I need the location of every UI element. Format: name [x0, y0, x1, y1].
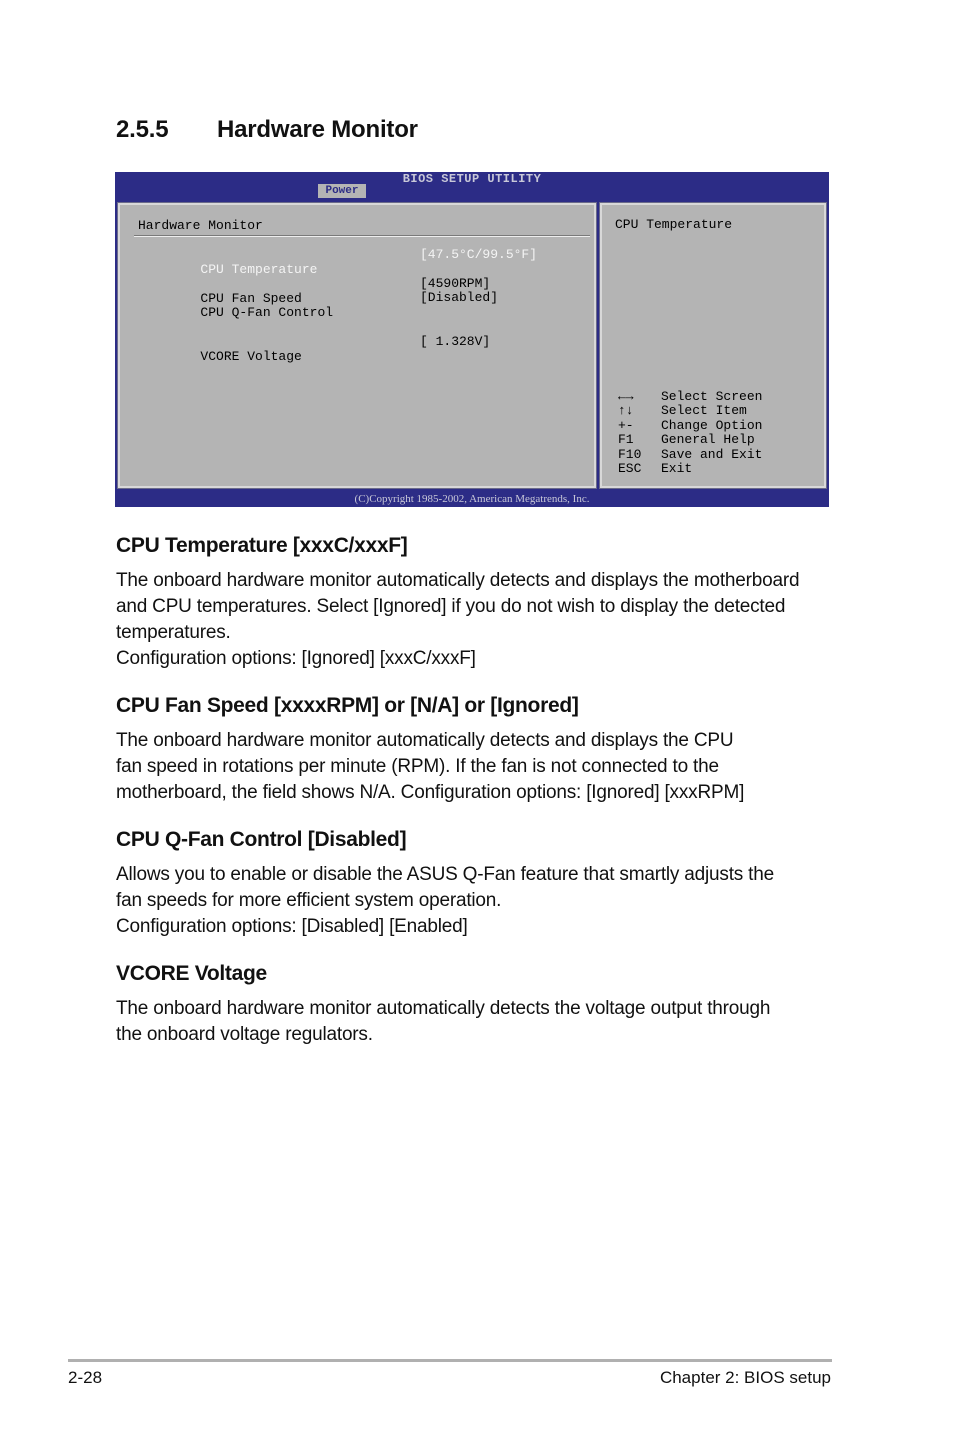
text-line: and CPU temperatures. Select [Ignored] if you do not wish to display the detected — [116, 596, 786, 617]
heading-vcore-voltage: VCORE Voltage — [116, 962, 267, 985]
key-desc: Save and Exit — [661, 446, 763, 462]
para-vcore-voltage — [116, 996, 846, 1048]
bios-item-label: VCORE Voltage — [200, 349, 302, 364]
bios-item-vcore-voltage[interactable] — [138, 334, 302, 379]
key-desc: General Help — [661, 432, 755, 448]
text-line: The onboard hardware monitor automatically detects and displays the CPU — [116, 730, 734, 751]
bios-item-cpu-q-fan-control[interactable] — [138, 290, 333, 335]
key-label: F1 — [618, 432, 634, 448]
para-cpu-fan-speed — [116, 728, 846, 806]
text-line: fan speeds for more efficient system operation. — [116, 890, 502, 911]
bios-help-panel — [600, 203, 826, 488]
arrow-left-right-icon: ←→ — [618, 389, 634, 404]
bios-item-value: [47.5°C/99.5°F] — [420, 247, 538, 262]
text-line: The onboard hardware monitor automatically detects and displays the motherboard — [116, 570, 800, 591]
para-cpu-q-fan-control — [116, 862, 846, 940]
key-label: ESC — [618, 460, 642, 476]
bios-help-title: CPU Temperature — [615, 217, 733, 232]
bios-title: BIOS SETUP UTILITY — [402, 172, 542, 186]
bios-screenshot — [115, 172, 829, 507]
bios-item-value: [Disabled] — [420, 290, 499, 305]
section-heading — [116, 116, 418, 144]
chapter-label: Chapter 2: BIOS setup — [659, 1368, 831, 1387]
heading-cpu-q-fan-control: CPU Q-Fan Control [Disabled] — [116, 828, 407, 851]
heading-cpu-temperature: CPU Temperature [xxxC/xxxF] — [116, 534, 408, 557]
text-line: fan speed in rotations per minute (RPM). If the fan is not connected to the — [116, 756, 719, 777]
key-desc: Change Option — [661, 417, 763, 433]
text-line: the onboard voltage regulators. — [116, 1024, 373, 1045]
para-cpu-temperature — [116, 568, 846, 672]
text-line: temperatures. — [116, 622, 231, 643]
text-line: motherboard, the field shows N/A. Configuration options: [Ignored] [xxxRPM] — [116, 782, 745, 803]
key-desc: Select Screen — [661, 389, 763, 404]
key-label: F10 — [618, 446, 642, 462]
arrow-up-down-icon: ↑↓ — [618, 403, 634, 419]
bios-item-value: [ 1.328V] — [420, 334, 491, 349]
bios-titlebar — [115, 172, 829, 199]
bios-panel-divider — [134, 235, 590, 237]
text-line: Configuration options: [Disabled] [Enabled] — [116, 916, 468, 937]
key-desc: Select Item — [661, 403, 747, 419]
bios-tab-power[interactable]: Power — [318, 184, 366, 198]
bios-body — [115, 199, 829, 491]
section-title: Hardware Monitor — [217, 116, 418, 143]
bios-item-label: CPU Q-Fan Control — [200, 305, 334, 320]
text-line: The onboard hardware monitor automatically detects the voltage output through — [116, 998, 771, 1019]
key-desc: Exit — [661, 460, 693, 476]
bios-item-label: CPU Fan Speed — [200, 291, 302, 306]
bios-copyright: (C)Copyright 1985-2002, American Megatrends, Inc. — [115, 491, 829, 507]
footer-divider — [68, 1359, 832, 1362]
bios-settings-panel — [118, 203, 596, 488]
bios-item-value: [4590RPM] — [420, 276, 491, 291]
heading-cpu-fan-speed: CPU Fan Speed [xxxxRPM] or [N/A] or [Ignored] — [116, 694, 579, 717]
page-number: 2-28 — [68, 1368, 103, 1387]
text-line: Configuration options: [Ignored] [xxxC/xxxF] — [116, 648, 476, 669]
bios-item-label: CPU Temperature — [200, 262, 318, 277]
key-label: +- — [618, 417, 634, 433]
text-line: Allows you to enable or disable the ASUS Q-Fan feature that smartly adjusts the — [116, 864, 774, 885]
bios-panel-title: Hardware Monitor — [138, 218, 263, 233]
section-number: 2.5.5 — [116, 116, 169, 143]
